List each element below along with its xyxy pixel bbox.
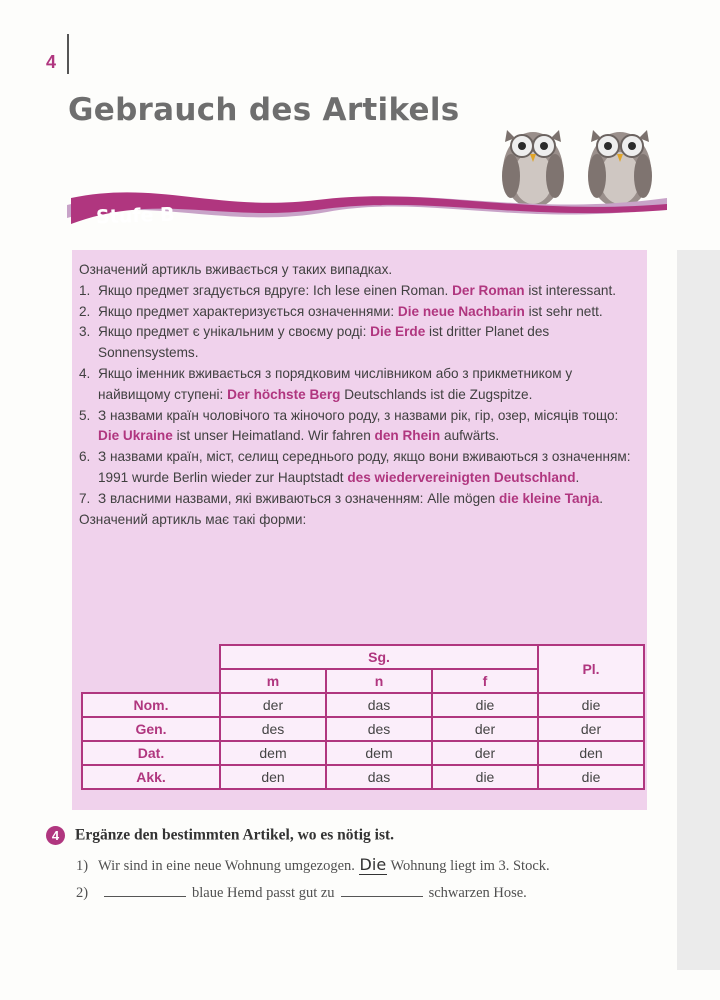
table-cell: dem: [326, 741, 432, 765]
table-cell: des: [220, 717, 326, 741]
rule-item: [79, 406, 639, 448]
table-cell: das: [326, 693, 432, 717]
table-row: [82, 717, 644, 741]
example-highlight: Die Ukraine: [98, 428, 173, 444]
line-number: 2): [76, 885, 89, 901]
rule-number: 5.: [79, 407, 91, 423]
answer-field[interactable]: Die: [359, 855, 387, 874]
blank-field[interactable]: [341, 896, 423, 897]
rule-text: Якщо предмет характеризується означеннями:: [98, 303, 398, 319]
rule-number: 2.: [79, 303, 91, 319]
line-text: Wohnung liegt im 3. Stock.: [387, 858, 550, 874]
table-cell: des: [326, 717, 432, 741]
rule-number: 4.: [79, 365, 91, 381]
table-cell: dem: [220, 741, 326, 765]
rule-item: [79, 302, 639, 323]
table-cell: der: [220, 693, 326, 717]
rule-text: .: [599, 490, 604, 506]
table-cell: die: [538, 765, 644, 789]
example-highlight: die kleine Tanja: [499, 490, 600, 506]
rule-text: aufwärts.: [440, 428, 500, 444]
table-cell: die: [432, 765, 538, 789]
table-cell: das: [326, 765, 432, 789]
rules-list: [79, 281, 639, 510]
exercise-number-badge: 4: [46, 826, 65, 845]
header-neuter: n: [326, 669, 432, 693]
case-label: Dat.: [82, 741, 220, 765]
blank-field[interactable]: [104, 896, 186, 897]
rule-item: [79, 364, 639, 406]
table-cell: die: [538, 693, 644, 717]
page-title: Gebrauch des Artikels: [68, 92, 460, 128]
rule-number: 6.: [79, 449, 91, 465]
rule-text: ist dritter Planet des Sonnensystems.: [98, 324, 550, 361]
rule-text: .: [575, 469, 580, 485]
table-row: [82, 741, 644, 765]
rule-number: 3.: [79, 324, 91, 340]
case-label: Gen.: [82, 717, 220, 741]
rule-text: ist interessant.: [524, 282, 617, 298]
table-row: [82, 693, 644, 717]
page-number-divider: [67, 34, 69, 74]
table-cell: die: [432, 693, 538, 717]
header-plural: Pl.: [538, 645, 644, 693]
table-cell: der: [538, 717, 644, 741]
example-highlight: Die neue Nachbarin: [397, 303, 525, 319]
example-highlight: Der Roman: [452, 282, 525, 298]
rule-text: Якщо іменник вживається з порядковим числівником або з прикметником у найвищому ступені:: [98, 365, 573, 402]
rule-text: З назвами країн чоловічого та жіночого роду, з назвами рік, гір, озер, місяців тощо:: [98, 407, 619, 423]
example-highlight: Die Erde: [370, 324, 426, 340]
exercise-line-1: [76, 855, 666, 875]
case-label: Akk.: [82, 765, 220, 789]
exercise-header: [46, 826, 666, 845]
header-masculine: m: [220, 669, 326, 693]
table-corner: [82, 645, 220, 693]
rule-number: 7.: [79, 490, 91, 506]
exercise-4: [46, 826, 666, 902]
rules-intro: Означений артикль вживається у таких випадках.: [79, 262, 393, 277]
rule-text: Deutschlands ist die Zugspitze.: [340, 386, 533, 402]
example-highlight: des wiedervereinigten Deutschland: [347, 469, 576, 485]
rule-item: [79, 447, 639, 489]
exercise-title: Ergänze den bestimmten Artikel, wo es nötig ist.: [75, 826, 395, 844]
line-number: 1): [76, 858, 89, 874]
rule-item: [79, 281, 639, 302]
rule-item: [79, 322, 639, 364]
rule-item: [79, 489, 639, 510]
exercise-line-2: [76, 885, 666, 902]
table-cell: der: [432, 717, 538, 741]
rule-number: 1.: [79, 282, 91, 298]
line-text: blaue Hemd passt gut zu: [192, 885, 335, 901]
table-cell: den: [220, 765, 326, 789]
line-text: Wir sind in eine neue Wohnung umgezogen.: [98, 858, 359, 874]
rule-text: ist sehr nett.: [524, 303, 603, 319]
example-highlight: Der höchste Berg: [227, 386, 341, 402]
forms-intro: Означений артикль має такі форми:: [79, 511, 307, 527]
line-text: schwarzen Hose.: [428, 885, 527, 901]
rule-text: З власними назвами, які вживаються з означенням: Alle mögen: [98, 490, 500, 506]
article-forms-table: [81, 644, 645, 790]
rule-text: З назвами країн, міст, селищ середнього роду, якщо вони вживаються з означенням: 1991 wurde Berlin wieder zur Hauptstadt: [98, 449, 631, 485]
rule-text: Якщо предмет згадується вдруге: Ich lese einen Roman.: [98, 282, 453, 298]
table-cell: der: [432, 741, 538, 765]
page-edge-strip: [677, 250, 720, 970]
table-row: [82, 765, 644, 789]
level-label: Stufe B: [95, 203, 175, 229]
header-singular: Sg.: [220, 645, 538, 669]
table-cell: den: [538, 741, 644, 765]
rule-text: ist unser Heimatland. Wir fahren: [172, 428, 375, 444]
header-feminine: f: [432, 669, 538, 693]
page-number: 4: [46, 52, 57, 72]
rule-text: Якщо предмет є унікальним у своєму роді:: [98, 324, 371, 340]
level-banner: [67, 160, 667, 240]
rules-block: [79, 260, 639, 530]
case-label: Nom.: [82, 693, 220, 717]
example-highlight: den Rhein: [374, 428, 441, 444]
